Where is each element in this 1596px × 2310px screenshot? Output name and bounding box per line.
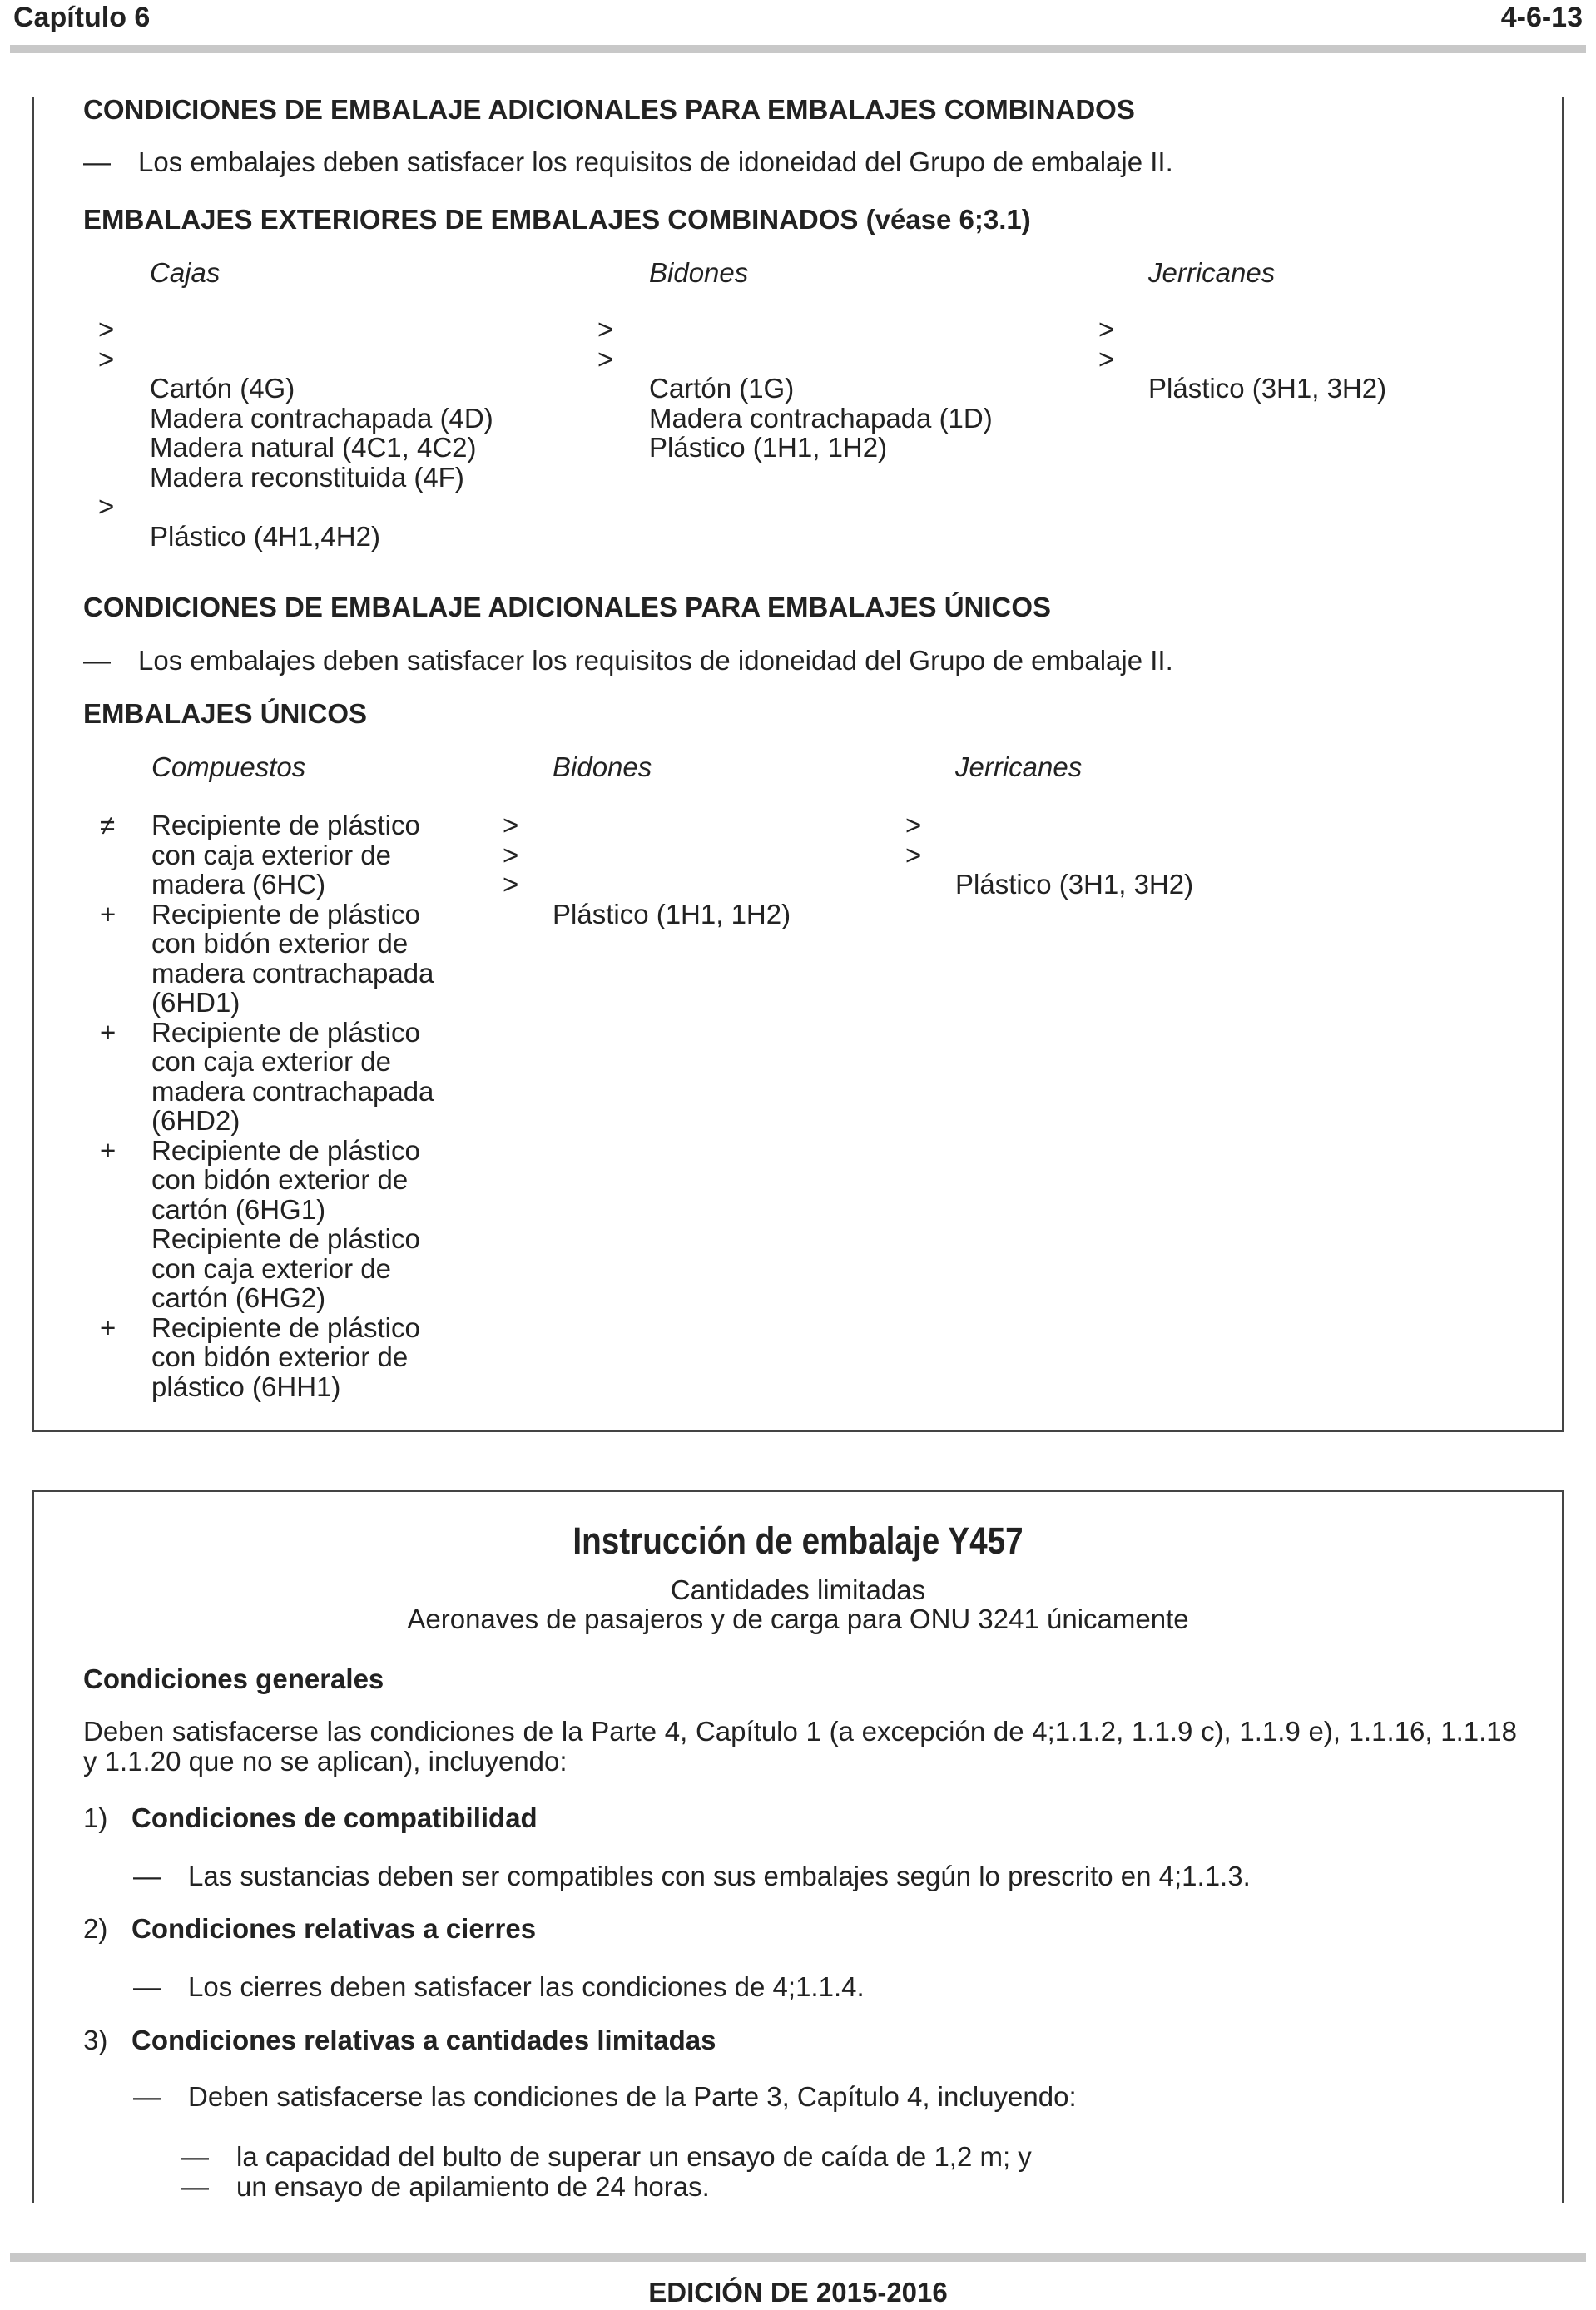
- column-title-jerricans: Jerricanes: [1148, 257, 1276, 288]
- instruction-title: Instrucción de embalaje Y457: [572, 1519, 1024, 1562]
- list-marker: >: [1098, 314, 1115, 345]
- list-marker: +: [100, 898, 116, 929]
- list-item: — la capacidad del bulto de superar un ensayo de caída de 1,2 m; y: [181, 2141, 1032, 2172]
- instruction-subtitle-2: Aeronaves de pasajeros y de carga para ONU 3241 únicamente: [407, 1604, 1189, 1634]
- general-conditions-heading: Condiciones generales: [83, 1663, 384, 1694]
- single-jerricans-items: [955, 810, 1193, 900]
- list-marker: [100, 988, 116, 1018]
- limited-quantity-subitems: [181, 2142, 1032, 2201]
- list-marker: >: [98, 343, 115, 374]
- list-item: madera contrachapada: [151, 1075, 434, 1107]
- list-item: [955, 840, 1193, 870]
- list-item: Recipiente de plástico: [151, 1016, 420, 1048]
- list-marker: >: [905, 810, 922, 840]
- edition-label: EDICIÓN DE 2015-2016: [648, 2277, 948, 2308]
- list-marker: +: [100, 1016, 116, 1048]
- column-title-single-drums: Bidones: [553, 751, 652, 782]
- list-marker: [100, 870, 116, 900]
- list-marker: [100, 1254, 116, 1284]
- list-marker: [100, 929, 116, 959]
- list-item: [553, 840, 791, 870]
- list-item: [553, 810, 791, 840]
- list-marker: [98, 404, 114, 434]
- jerricans-marks: [1098, 315, 1114, 374]
- list-item: Plástico (4H1,4H2): [150, 520, 380, 552]
- list-item: Recipiente de plástico: [151, 1223, 420, 1254]
- footer-rule: [10, 2253, 1586, 2262]
- drums-marks: [597, 315, 613, 374]
- column-title-boxes: Cajas: [150, 257, 221, 288]
- list-item: Madera natural (4C1, 4C2): [150, 432, 477, 463]
- list-item: con caja exterior de: [151, 1252, 391, 1284]
- heading-outer-packagings: EMBALAJES EXTERIORES DE EMBALAJES COMBINADOS (véase 6;3.1): [83, 204, 1031, 235]
- list-item: Recipiente de plástico: [151, 898, 420, 929]
- column-title-drums: Bidones: [649, 257, 749, 288]
- list-item: con bidón exterior de: [151, 1164, 409, 1195]
- list-marker: >: [503, 810, 519, 840]
- list-item: Recipiente de plástico: [151, 810, 420, 840]
- list-marker: [100, 1047, 116, 1077]
- item-number: 2): [83, 1913, 108, 1944]
- item-heading-limited-quantities: Condiciones relativas a cantidades limitadas: [131, 2025, 716, 2055]
- composites-items: [151, 810, 434, 1401]
- list-marker: [100, 1283, 116, 1313]
- item-number: 1): [83, 1802, 108, 1833]
- list-item: [553, 870, 791, 900]
- header-rule: [10, 45, 1586, 53]
- list-item: con caja exterior de: [151, 1046, 391, 1077]
- item-heading-closures: Condiciones relativas a cierres: [131, 1913, 537, 1944]
- single-drums-marks: [503, 810, 518, 900]
- list-item: Plástico (1H1, 1H2): [649, 432, 888, 463]
- list-item: [649, 315, 993, 345]
- list-marker: [98, 463, 114, 493]
- list-item: Plástico (3H1, 3H2): [1148, 373, 1387, 404]
- item-text-limited-quantities: — Deben satisfacerse las condiciones de la Parte 3, Capítulo 4, incluyendo:: [133, 2081, 1077, 2112]
- column-title-single-jerricans: Jerricanes: [955, 751, 1083, 782]
- list-marker: >: [503, 839, 519, 870]
- list-marker: +: [100, 1134, 116, 1166]
- list-item: Plástico (1H1, 1H2): [553, 898, 791, 929]
- item-text-compatibility: — Las sustancias deben ser compatibles con sus embalajes según lo prescrito en 4;1.1.3.: [133, 1861, 1251, 1891]
- list-item: Madera contrachapada (1D): [649, 402, 993, 434]
- list-marker: [100, 1195, 116, 1225]
- list-marker: >: [597, 314, 614, 345]
- list-item: [150, 345, 493, 374]
- list-marker: [100, 1106, 116, 1136]
- list-marker: [98, 433, 114, 463]
- jerricans-items: [1148, 315, 1386, 404]
- instruction-subtitle-1: Cantidades limitadas: [670, 1574, 926, 1605]
- list-item: [150, 492, 493, 522]
- list-item: Madera reconstituida (4F): [150, 461, 464, 493]
- list-item: [1148, 345, 1386, 374]
- list-marker: [100, 959, 116, 989]
- list-item: plástico (6HH1): [151, 1371, 341, 1402]
- list-item: [1148, 315, 1386, 345]
- list-item: cartón (6HG1): [151, 1193, 326, 1225]
- heading-single-conditions: CONDICIONES DE EMBALAJE ADICIONALES PARA EMBALAJES ÚNICOS: [83, 592, 1052, 622]
- boxes-marks: [98, 315, 114, 522]
- list-item: Plástico (3H1, 3H2): [955, 869, 1194, 900]
- drums-items: [649, 315, 993, 463]
- list-item: (6HD1): [151, 987, 240, 1018]
- list-item: con caja exterior de: [151, 839, 391, 870]
- list-item: [150, 315, 493, 345]
- list-marker: [100, 1224, 116, 1254]
- boxes-items: [150, 315, 493, 551]
- list-marker: [100, 1165, 116, 1195]
- list-marker: [100, 840, 116, 870]
- single-note: — Los embalajes deben satisfacer los requisitos de idoneidad del Grupo de embalaje II.: [83, 645, 1173, 676]
- column-title-composites: Compuestos: [151, 751, 306, 782]
- heading-single-packagings: EMBALAJES ÚNICOS: [83, 698, 368, 729]
- list-item: Cartón (4G): [150, 373, 295, 404]
- list-marker: [100, 1077, 116, 1107]
- list-item: — un ensayo de apilamiento de 24 horas.: [181, 2170, 710, 2202]
- list-item: Madera contrachapada (4D): [150, 402, 493, 434]
- list-marker: >: [905, 839, 922, 870]
- composites-marks: [100, 810, 116, 1342]
- list-item: madera (6HC): [151, 869, 326, 900]
- list-marker: ≠: [100, 810, 116, 840]
- list-item: [649, 345, 993, 374]
- list-marker: +: [100, 1311, 116, 1343]
- list-item: con bidón exterior de: [151, 1341, 409, 1372]
- list-marker: >: [1098, 343, 1115, 374]
- item-text-closures: — Los cierres deben satisfacer las condiciones de 4;1.1.4.: [133, 1971, 865, 2002]
- list-marker: >: [503, 869, 519, 900]
- list-marker: [98, 374, 114, 404]
- combined-note: — Los embalajes deben satisfacer los requisitos de idoneidad del Grupo de embalaje II.: [83, 146, 1173, 177]
- list-item: con bidón exterior de: [151, 928, 409, 959]
- list-item: Recipiente de plástico: [151, 1134, 420, 1166]
- list-item: (6HD2): [151, 1105, 240, 1136]
- page-number: 4-6-13: [1500, 2, 1583, 33]
- list-marker: >: [597, 343, 614, 374]
- list-item: Cartón (1G): [649, 373, 795, 404]
- item-number: 3): [83, 2025, 108, 2055]
- chapter-label: Capítulo 6: [13, 2, 151, 33]
- heading-combined-conditions: CONDICIONES DE EMBALAJE ADICIONALES PARA EMBALAJES COMBINADOS: [83, 94, 1135, 125]
- single-jerricans-marks: [905, 810, 921, 870]
- item-heading-compatibility: Condiciones de compatibilidad: [131, 1802, 538, 1833]
- list-marker: >: [98, 491, 115, 522]
- list-item: [955, 810, 1193, 840]
- list-marker: >: [98, 314, 115, 345]
- list-item: Recipiente de plástico: [151, 1311, 420, 1343]
- list-item: madera contrachapada: [151, 957, 434, 989]
- single-drums-items: [553, 810, 791, 929]
- general-conditions-text: Deben satisfacerse las condiciones de la Parte 4, Capítulo 1 (a excepción de 4;1.1.2, 1.1.9 c), 1.1.9 e), 1.1.16, 1.1.18 y 1.1.20 que no se aplican), incluyendo:: [83, 1716, 1517, 1777]
- list-item: cartón (6HG2): [151, 1282, 326, 1313]
